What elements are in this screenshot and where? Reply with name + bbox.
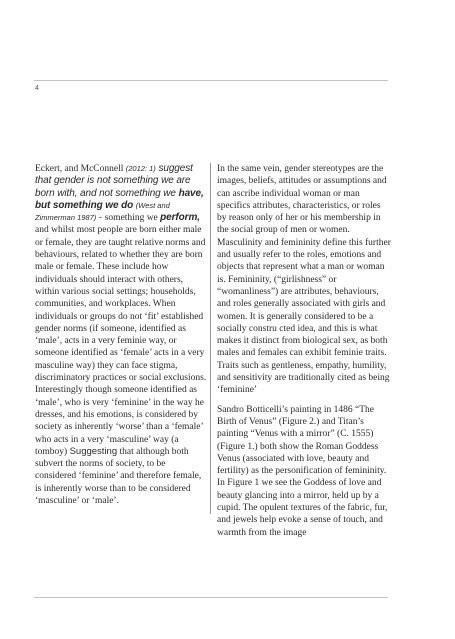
column-divider xyxy=(210,163,211,514)
emphasis-bold-text: have, but something we do xyxy=(35,187,204,211)
text-run: Suggesting xyxy=(69,445,118,457)
text-run: something we xyxy=(104,213,161,224)
emphasis-text: suggest that gender is not something we are born with, and not something we xyxy=(35,163,193,199)
emphasis-bold-text: perform, xyxy=(160,212,200,224)
footer-rule xyxy=(34,597,388,598)
right-paragraph: Sandro Botticelli’s painting in 1486 “The Birth of Venus” (Figure 2.) and Titan’s painting “Venus with a mirror” (C. 1555) (Figure 1.) both show the Roman Goddess Venus (associated with love, beauty and fertility) as the personification of femininity. In Figure 1 we see the Goddess of love and beauty glancing into a mirror, held up by a cupid. The opulent textures of the fabric, fur, and jewels help evoke a sense of touch, and warmth from the image xyxy=(217,404,388,538)
header-rule xyxy=(34,80,388,81)
left-column xyxy=(35,163,207,507)
citation: (West and Zimmerman 1987) xyxy=(35,200,170,223)
text-run: - xyxy=(96,212,105,224)
page-number: 4 xyxy=(35,85,39,92)
text-run: Eckert, and McConnell xyxy=(35,164,126,174)
text-run: that although both subvert the norms of society, to be considered ‘feminine’ and therefore female, is inherently worse than to be considered ‘masculine’ or ‘male’. xyxy=(35,446,202,507)
right-paragraph: In the same vein, gender stereotypes are the images, beliefs, attitudes or assumptions and can ascribe individual woman or man specifics attributes, characteristics, or roles by reason only of her or his membership in the social group of men or women. Masculinity and femininity define this further and usually refer to the roles, emotions and objects that represent what a man or woman is. Femininity, (“girlishness” or “womanliness”) are attributes, behaviours, and roles generally associated with girls and women. It is generally considered to be a socially constru cted idea, and this is what makes it distinct from biological sex, as both males and females can exhibit feminie traits. Traits such as gentleness, empathy, humility, and sensitivity are traditionally cited as being ‘feminine’ xyxy=(217,164,391,396)
citation: (2012: 1) xyxy=(125,164,156,173)
right-column xyxy=(217,163,391,539)
text-run: and whilst most people are born either male or female, they are taught relative norms and behaviours, related to whether they are born male or female. These include how individuals should interact with others, within various social settings; households, communities, and workplaces. When individuals or groups do not ‘fit’ established gender norms (if someone, identified as ‘male’, acts in a very feminie way, or someone identified as ‘female’ acts in a very masculine way) they can face stigma, discriminatory practices or social exclusions. Interestingly though someone identified as ‘male’, who is very ‘feminine’ in the way he dresses, and his emotions, is considered by society as inherently ‘worse’ than a ‘female’ who acts in a very ‘masculine’ way (a tomboy) xyxy=(35,225,207,457)
left-paragraph xyxy=(35,163,207,507)
